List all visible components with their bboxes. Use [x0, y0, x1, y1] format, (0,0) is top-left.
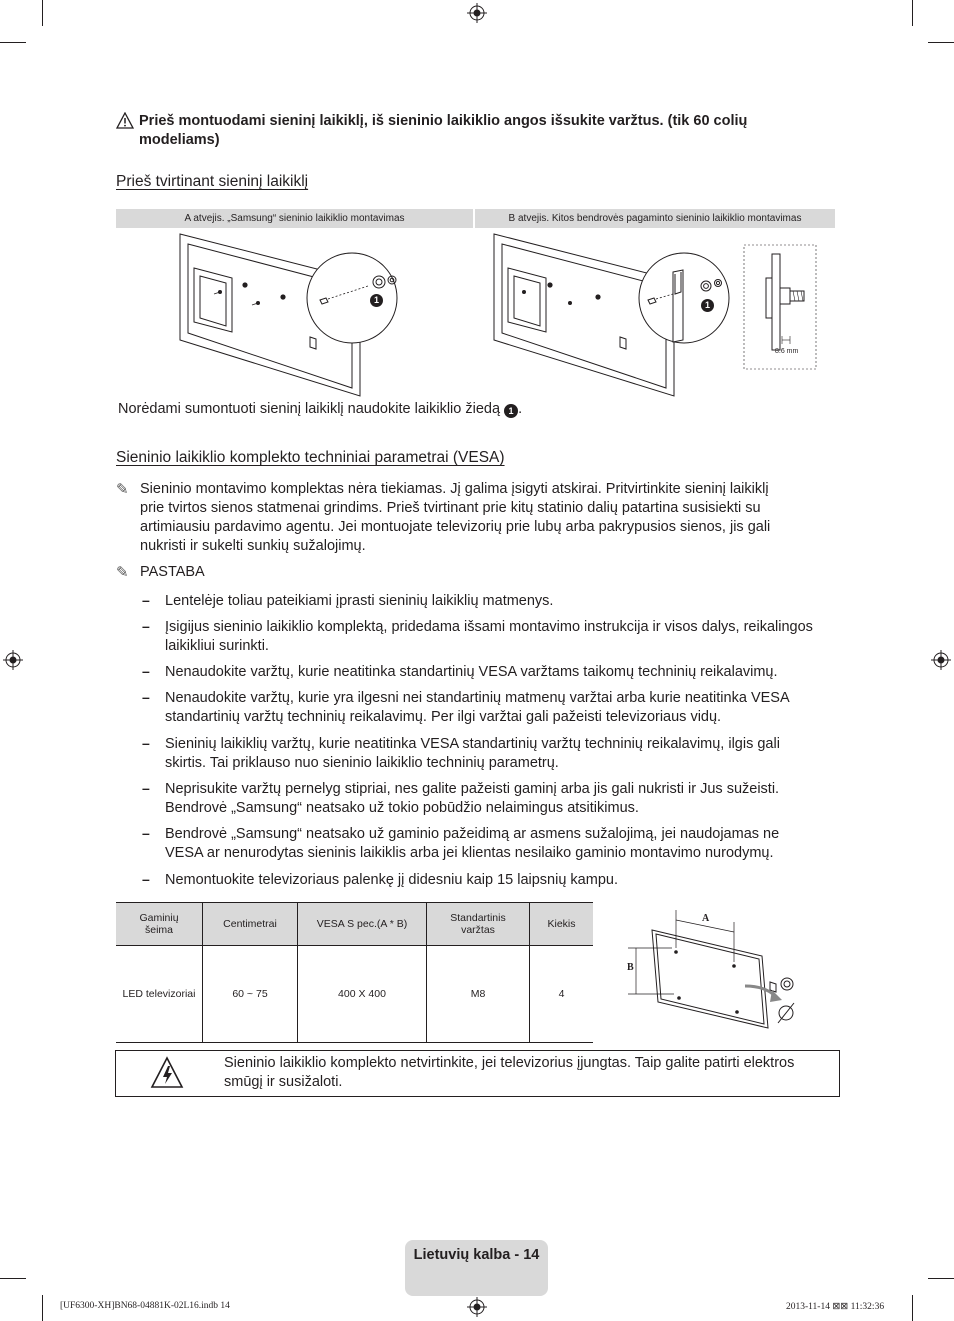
column-header	[298, 903, 427, 946]
pencil-note-icon: ✎	[116, 564, 129, 581]
bullet-dash: –	[142, 689, 150, 705]
registration-mark-icon	[931, 650, 951, 670]
list-item	[165, 689, 845, 727]
note-label-pastaba: PASTABA	[140, 564, 205, 580]
bullet-dash: –	[142, 780, 150, 796]
list-item	[165, 663, 845, 682]
callout-number-b	[701, 299, 714, 312]
list-item-line: Nenaudokite varžtų, kurie yra ilgesni nei standartinių matmenų varžtai arba kurie neatitinka VESA	[165, 690, 790, 706]
note-line: nukristi ir sukelti sunkių sužalojimų.	[140, 538, 366, 554]
section-heading-vesa: Sieninio laikiklio komplekto techniniai parametrai (VESA)	[116, 449, 505, 466]
crop-mark	[42, 1295, 43, 1321]
list-item-line: Nemontuokite televizoriaus palenkę jį didesniu kaip 15 laipsnių kampu.	[165, 872, 618, 888]
column-header-line: VESA S pec.(A * B)	[316, 918, 408, 930]
column-header-line: varžtas	[461, 924, 495, 936]
case-a-label: A atvejis. „Samsung“ sieninio laikiklio montavimas	[116, 209, 473, 228]
list-item-line: Bendrovė „Samsung“ neatsako už tokio pobūdžio nelaimingus atsitikimus.	[165, 800, 639, 816]
table-header-row	[116, 903, 593, 946]
note-line: artimiausiu pardavimo agentu. Jei montuojate televizorių prie lubų arba pakrypusios sienos, jis gali	[140, 519, 771, 535]
column-header-line: Standartinis	[450, 912, 506, 924]
list-item	[165, 780, 845, 818]
case-b-label: B atvejis. Kitos bendrovės pagaminto sieninio laikiklio montavimas	[475, 209, 835, 228]
warning-text-line: modeliams)	[139, 132, 220, 148]
bullet-dash: –	[142, 663, 150, 679]
bullet-dash: –	[142, 735, 150, 751]
list-item-line: Įsigijus sieninio laikiklio komplektą, pridedama išsami montavimo instrukcija ir visos dalys, reikalingos	[165, 619, 813, 635]
registration-mark-icon	[467, 3, 487, 23]
case-b-diagram	[490, 230, 820, 400]
list-item-line: Nenaudokite varžtų, kurie neatitinka standartinių VESA varžtams taikomų techninių reikalavimų.	[165, 664, 778, 680]
vesa-spec-table	[116, 902, 593, 1043]
callout-number-inline	[504, 404, 518, 418]
callout-number-text: 1	[373, 295, 379, 305]
column-header	[530, 903, 594, 946]
list-item-line: Bendrovė „Samsung“ neatsako už gaminio pažeidimą ar asmens sužalojimą, jei naudojamas ne	[165, 826, 780, 842]
column-header-line: Centimetrai	[223, 918, 277, 930]
list-item-line: Sieninių laikiklių varžtų, kurie neatitinka VESA standartinių varžtų techninių reikalavimų, ilgis gali	[165, 736, 780, 752]
ring-note	[118, 400, 522, 419]
crop-mark	[912, 0, 913, 26]
table-row	[116, 946, 593, 1043]
column-header-line: Gaminių	[139, 912, 179, 924]
list-item	[165, 735, 845, 773]
crop-mark	[928, 1278, 954, 1279]
list-item	[165, 618, 845, 656]
list-item-line: laikikliui surinkti.	[165, 638, 269, 654]
bullet-dash: –	[142, 592, 150, 608]
case-a-diagram	[170, 230, 420, 400]
column-header	[203, 903, 298, 946]
crop-mark	[0, 1278, 26, 1279]
column-header	[116, 903, 203, 946]
measurement-label: 8.6 mm	[775, 348, 799, 355]
bullet-dash: –	[142, 825, 150, 841]
list-item	[165, 871, 845, 890]
caution-text-line: Sieninio laikiklio komplekto netvirtinkite, jei televizorius įjungtas. Taip galite patirti elektros	[224, 1055, 795, 1071]
diagram-label-a: A	[702, 913, 710, 924]
warning-text	[139, 112, 839, 150]
caution-text-line: smūgį ir susižaloti.	[224, 1074, 343, 1090]
electric-shock-warning-icon	[150, 1056, 184, 1089]
note-line: Sieninio montavimo komplektas nėra tiekiamas. Jį galima įsigyti atskirai. Pritvirtinkite sieninį laikiklį	[140, 481, 769, 497]
bullet-dash: –	[142, 871, 150, 887]
table-cell: 60 ~ 75	[203, 946, 298, 1043]
registration-mark-icon	[467, 1297, 487, 1317]
list-item-line: standartinių varžtų techninių reikalavimų. Per ilgi varžtai gali pažeisti televizoriaus vidų.	[165, 709, 722, 725]
table-cell: LED televizoriai	[116, 946, 203, 1043]
list-item	[165, 592, 845, 611]
warning-text-line: Prieš montuodami sieninį laikiklį, iš sieninio laikiklio angos išsukite varžtus. (tik 60 colių	[139, 113, 748, 129]
section-heading-before-mounting: Prieš tvirtinant sieninį laikiklį	[116, 173, 309, 190]
warning-triangle-icon	[116, 112, 134, 129]
crop-mark	[928, 42, 954, 43]
table-cell: 400 X 400	[298, 946, 427, 1043]
vesa-dimension-diagram	[620, 908, 820, 1038]
ring-note-period: .	[518, 401, 523, 417]
table-cell: M8	[427, 946, 530, 1043]
diagram-label-b: B	[627, 962, 634, 973]
crop-mark	[912, 1295, 913, 1321]
note-line: prie tvirtos sienos statmenai grindims. Prieš tvirtinant prie kitų statinio dalių patartina susisiekti su	[140, 500, 761, 516]
page-number-label: Lietuvių kalba - 14	[413, 1247, 540, 1263]
note-wall-mount-kit	[140, 480, 840, 556]
caution-text	[224, 1054, 834, 1092]
ring-note-text: Norėdami sumontuoti sieninį laikiklį naudokite laikiklio žiedą	[118, 401, 501, 417]
list-item-line: Neprisukite varžtų pernelyg stipriai, nes galite pažeisti gaminį arba jis gali nukristi ir Jus sužeisti.	[165, 781, 780, 797]
list-item-line: skirtis. Tai priklauso nuo sieninio laikiklio techninių parametrų.	[165, 755, 559, 771]
caution-box	[115, 1050, 840, 1097]
callout-number-text: 1	[508, 406, 514, 416]
list-item-line: Lentelėje toliau pateikiami įprasti sieninių laikiklių matmenys.	[165, 593, 554, 609]
table-cell: 4	[530, 946, 594, 1043]
print-slug-right: 2013-11-14 ⊠⊠ 11:32:36	[786, 1302, 885, 1312]
pencil-note-icon: ✎	[116, 481, 129, 498]
column-header-line: šeima	[144, 924, 173, 936]
crop-mark	[0, 42, 26, 43]
crop-mark	[42, 0, 43, 26]
callout-number-a	[370, 294, 383, 307]
bullet-dash: –	[142, 618, 150, 634]
list-item	[165, 825, 845, 863]
column-header-line: Kiekis	[547, 918, 576, 930]
print-slug-left: [UF6300-XH]BN68-04881K-02L16.indb 14	[60, 1301, 230, 1311]
callout-number-text: 1	[704, 300, 710, 310]
column-header	[427, 903, 530, 946]
list-item-line: VESA ar nenurodytas sieninis laikiklis arba jei klientas nesilaiko gaminio montavimo nurodymų.	[165, 845, 774, 861]
registration-mark-icon	[3, 650, 23, 670]
